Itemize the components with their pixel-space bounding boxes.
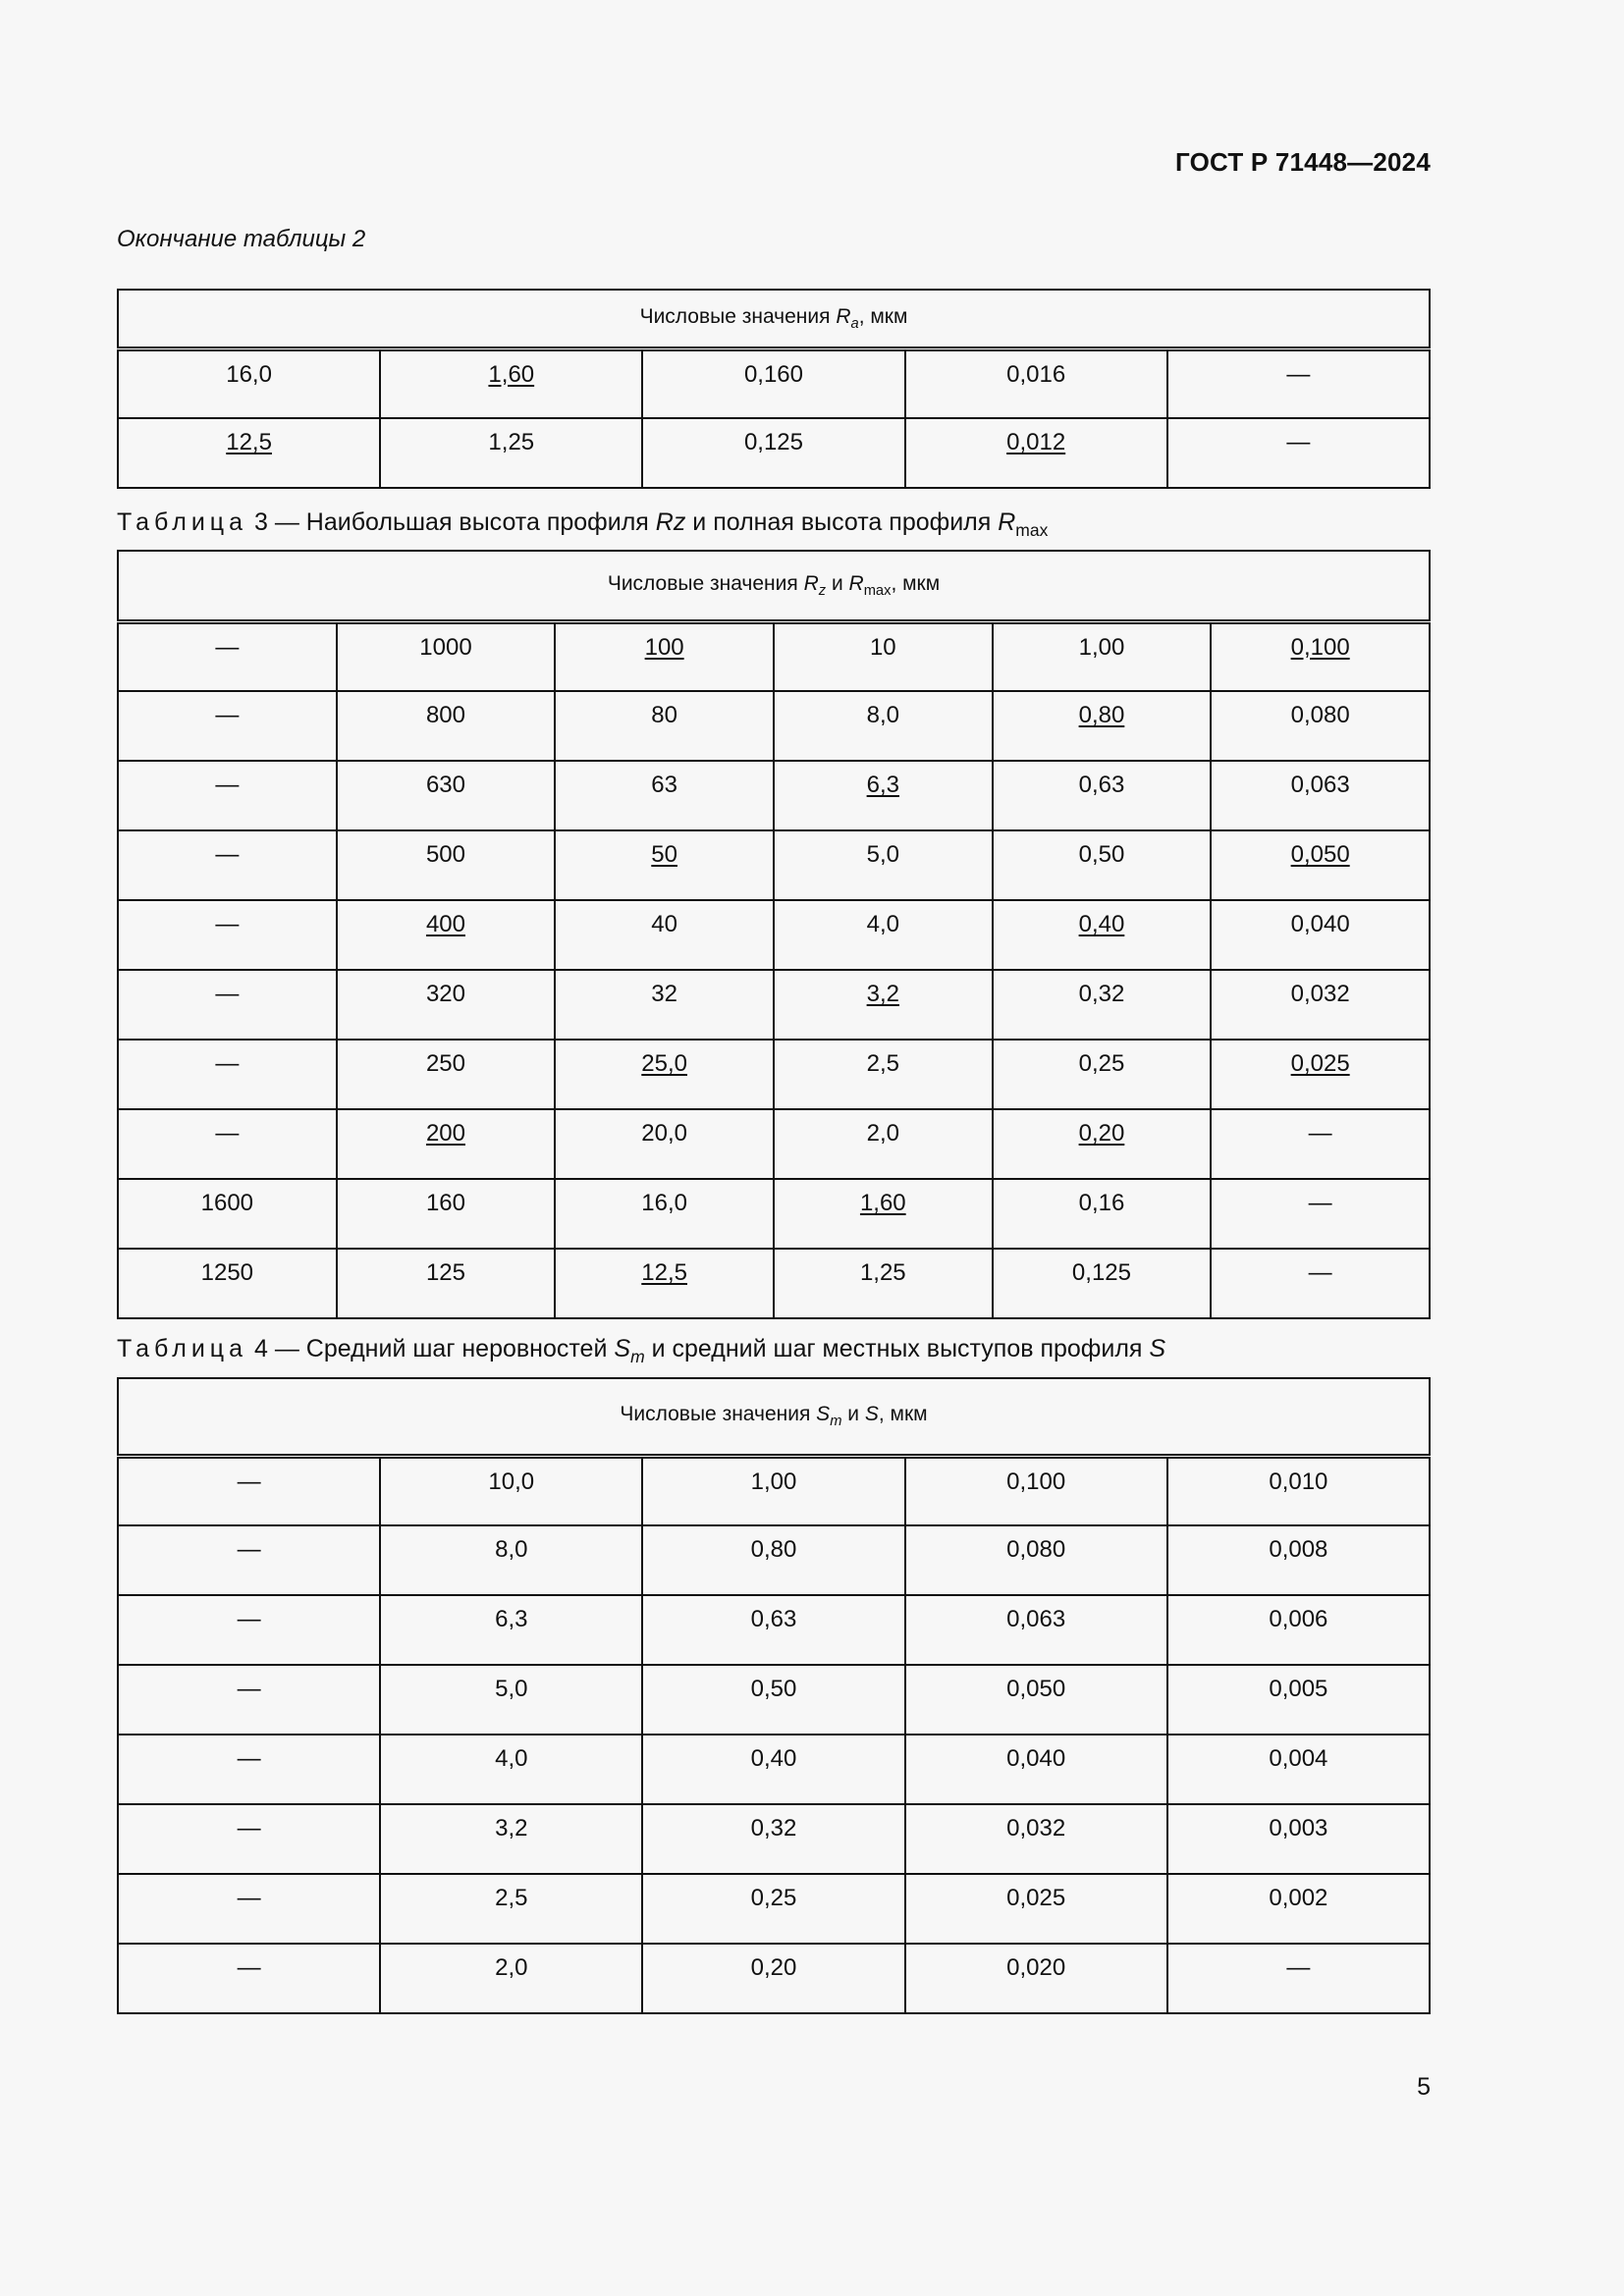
table-row <box>118 1456 1430 1525</box>
table-cell <box>555 1179 774 1249</box>
cell-value: 0,32 <box>750 1815 797 1842</box>
cell-value: 0,012 <box>1006 429 1066 455</box>
cell-value: 3,2 <box>495 1815 528 1842</box>
table-cell <box>380 348 642 418</box>
table-cell <box>555 761 774 830</box>
cell-value: 0,008 <box>1269 1536 1328 1563</box>
cell-value: 0,40 <box>750 1745 797 1772</box>
table-row <box>118 830 1430 900</box>
cell-value: 2,5 <box>866 1050 899 1077</box>
table-row <box>118 761 1430 830</box>
table-cell <box>380 1595 642 1665</box>
table-row <box>118 621 1430 691</box>
table-cell <box>993 970 1212 1040</box>
cell-value: 0,002 <box>1269 1885 1328 1911</box>
table-cell <box>337 691 556 761</box>
table-cell <box>993 691 1212 761</box>
cell-value: 1,60 <box>488 360 535 388</box>
cell-value: — <box>237 1676 261 1702</box>
table-cell <box>1211 830 1430 900</box>
table-cell <box>905 1735 1167 1804</box>
table-cell <box>642 418 904 488</box>
cell-value: 0,040 <box>1290 911 1350 937</box>
table-cell <box>555 1109 774 1179</box>
cell-value: 0,040 <box>1006 1745 1066 1772</box>
table-cell <box>118 1040 337 1109</box>
table-cell <box>905 1874 1167 1944</box>
table-cell <box>337 830 556 900</box>
table-cell <box>118 1874 380 1944</box>
table-cell <box>774 830 993 900</box>
cell-value: 200 <box>425 1120 465 1147</box>
table-cell <box>118 1595 380 1665</box>
cell-value: 0,032 <box>1006 1815 1066 1842</box>
table-cell <box>1211 691 1430 761</box>
table-cell <box>555 970 774 1040</box>
cell-value: — <box>1286 360 1311 388</box>
cell-value: — <box>215 633 240 661</box>
table-cell <box>1167 1735 1430 1804</box>
cell-value: 5,0 <box>866 841 899 868</box>
table-cell <box>118 1735 380 1804</box>
cell-value: 0,006 <box>1269 1606 1328 1632</box>
cell-value: 0,125 <box>743 429 803 455</box>
table-cell <box>118 1525 380 1595</box>
table-cell <box>118 1804 380 1874</box>
cell-value: 0,005 <box>1269 1676 1328 1702</box>
table-row <box>118 1525 1430 1595</box>
table-cell <box>993 830 1212 900</box>
cell-value: — <box>237 1468 261 1495</box>
table-cell <box>642 1595 904 1665</box>
cell-value: 1,25 <box>859 1259 906 1286</box>
table-cell <box>1167 1525 1430 1595</box>
cell-value: — <box>215 702 240 728</box>
table-cell <box>642 1944 904 2013</box>
table-cell <box>1167 1804 1430 1874</box>
table-cell <box>118 1456 380 1525</box>
cell-value: 10,0 <box>488 1468 535 1495</box>
table-cell <box>380 1804 642 1874</box>
table4 <box>117 1377 1431 2014</box>
table-cell <box>118 900 337 970</box>
cell-value: 0,63 <box>750 1606 797 1632</box>
cell-value: 0,003 <box>1269 1815 1328 1842</box>
table-cell <box>1167 1456 1430 1525</box>
cell-value: 1000 <box>419 633 472 661</box>
table-cell <box>642 348 904 418</box>
table-cell <box>1211 761 1430 830</box>
table-cell <box>118 1944 380 2013</box>
cell-value: 1,00 <box>1078 633 1125 661</box>
table-cell <box>993 761 1212 830</box>
cell-value: 25,0 <box>641 1050 687 1077</box>
cell-value: 0,50 <box>750 1676 797 1702</box>
table-cell <box>380 1456 642 1525</box>
table-cell <box>642 1665 904 1735</box>
cell-value: 0,020 <box>1006 1954 1066 1981</box>
cell-value: 0,160 <box>743 360 803 388</box>
table-row <box>118 1179 1430 1249</box>
cell-value: 0,100 <box>1290 633 1350 661</box>
table-cell <box>774 1179 993 1249</box>
cell-value: — <box>237 1536 261 1563</box>
cell-value: — <box>237 1815 261 1842</box>
table-cell <box>774 970 993 1040</box>
table-cell <box>774 621 993 691</box>
table-cell <box>905 1456 1167 1525</box>
table-row <box>118 900 1430 970</box>
table-cell <box>1167 1944 1430 2013</box>
cell-value: 0,080 <box>1290 702 1350 728</box>
cell-value: 40 <box>651 911 677 937</box>
table-cell <box>555 691 774 761</box>
cell-value: 0,16 <box>1078 1190 1125 1216</box>
cell-value: — <box>1286 429 1311 455</box>
table-row <box>118 1109 1430 1179</box>
cell-value: 0,125 <box>1071 1259 1131 1286</box>
cell-value: 12,5 <box>641 1259 687 1286</box>
table4-header: Числовые значения $S_m$ и S, мкм <box>118 1378 1430 1456</box>
table-cell <box>993 1249 1212 1318</box>
cell-value: 4,0 <box>495 1745 528 1772</box>
table-cell <box>118 761 337 830</box>
cell-value: 1600 <box>200 1190 254 1216</box>
cell-value: 0,100 <box>1006 1468 1066 1495</box>
cell-value: 800 <box>425 702 465 728</box>
cell-value: 0,025 <box>1006 1885 1066 1911</box>
table-cell <box>642 1735 904 1804</box>
cell-value: 0,20 <box>750 1954 797 1981</box>
table-cell <box>774 1040 993 1109</box>
cell-value: 32 <box>651 981 677 1007</box>
table-cell <box>118 1109 337 1179</box>
cell-value: 2,0 <box>866 1120 899 1147</box>
table-row <box>118 1874 1430 1944</box>
table-row <box>118 348 1430 418</box>
cell-value: 1250 <box>200 1259 254 1286</box>
table-cell <box>1167 1595 1430 1665</box>
table-cell <box>380 1665 642 1735</box>
cell-value: 1,25 <box>488 429 535 455</box>
cell-value: 12,5 <box>226 429 272 455</box>
table4-caption: Таблица 4 — Средний шаг неровностей $S_m$ и средний шаг местных выступов профиля S <box>117 1335 1166 1366</box>
cell-value: 0,80 <box>1078 702 1125 728</box>
table2-continuation-label: Окончание таблицы 2 <box>117 226 366 252</box>
cell-value: 20,0 <box>641 1120 687 1147</box>
cell-value: 0,063 <box>1290 772 1350 798</box>
table-cell <box>337 761 556 830</box>
cell-value: 0,010 <box>1269 1468 1328 1495</box>
table-cell <box>118 1179 337 1249</box>
table-cell <box>642 1804 904 1874</box>
cell-value: 0,25 <box>1078 1050 1125 1077</box>
table-cell <box>118 970 337 1040</box>
table3-caption: Таблица 3 — Наибольшая высота профиля Rz и полная высота профиля $R_{max}$ <box>117 508 1049 540</box>
table-cell <box>993 1040 1212 1109</box>
cell-value: 0,016 <box>1006 360 1066 388</box>
table-cell <box>905 348 1167 418</box>
cell-value: 0,025 <box>1290 1050 1350 1077</box>
table-cell <box>993 900 1212 970</box>
cell-value: 2,5 <box>495 1885 528 1911</box>
table-cell <box>118 1665 380 1735</box>
cell-value: 0,032 <box>1290 981 1350 1007</box>
table-cell <box>905 1525 1167 1595</box>
table-cell <box>642 1874 904 1944</box>
table-cell <box>1167 1665 1430 1735</box>
table2-end <box>117 289 1431 489</box>
table-cell <box>337 621 556 691</box>
cell-value: 4,0 <box>866 911 899 937</box>
table-cell <box>905 1804 1167 1874</box>
table-cell <box>774 900 993 970</box>
cell-value: 0,80 <box>750 1536 797 1563</box>
table-cell <box>774 691 993 761</box>
table-cell <box>380 418 642 488</box>
table-cell <box>1211 900 1430 970</box>
cell-value: — <box>215 1120 240 1147</box>
cell-value: — <box>1286 1954 1311 1981</box>
table-cell <box>993 1109 1212 1179</box>
cell-value: 0,063 <box>1006 1606 1066 1632</box>
table-cell <box>1211 1109 1430 1179</box>
table-cell <box>337 1109 556 1179</box>
table-cell <box>905 1665 1167 1735</box>
cell-value: — <box>1308 1259 1332 1286</box>
table-cell <box>118 621 337 691</box>
cell-value: 0,40 <box>1078 911 1125 937</box>
table-cell <box>337 1040 556 1109</box>
table-row <box>118 1735 1430 1804</box>
cell-value: 630 <box>425 772 465 798</box>
table-cell <box>380 1944 642 2013</box>
cell-value: 16,0 <box>226 360 272 388</box>
cell-value: — <box>237 1885 261 1911</box>
table3-header: Числовые значения $R_z$ и $R_{max}$, мкм <box>118 551 1430 621</box>
table-cell <box>337 900 556 970</box>
table-cell <box>1167 418 1430 488</box>
cell-value: 1,60 <box>859 1190 906 1216</box>
cell-value: — <box>215 1050 240 1077</box>
cell-value: 400 <box>425 911 465 937</box>
cell-value: 63 <box>651 772 677 798</box>
cell-value: 16,0 <box>641 1190 687 1216</box>
cell-value: 100 <box>644 633 684 661</box>
cell-value: 0,050 <box>1290 841 1350 868</box>
table-cell <box>380 1525 642 1595</box>
table-cell <box>337 1249 556 1318</box>
table-row <box>118 1944 1430 2013</box>
table-cell <box>337 970 556 1040</box>
cell-value: 0,25 <box>750 1885 797 1911</box>
table-row <box>118 1040 1430 1109</box>
cell-value: 8,0 <box>866 702 899 728</box>
table-cell <box>774 1249 993 1318</box>
table-cell <box>118 1249 337 1318</box>
cell-value: 0,080 <box>1006 1536 1066 1563</box>
table-cell <box>118 418 380 488</box>
table-row <box>118 1249 1430 1318</box>
table-cell <box>1211 1249 1430 1318</box>
table-cell <box>993 1179 1212 1249</box>
table-row <box>118 691 1430 761</box>
table-cell <box>555 1040 774 1109</box>
cell-value: 0,050 <box>1006 1676 1066 1702</box>
cell-value: — <box>237 1745 261 1772</box>
table-cell <box>118 348 380 418</box>
table-row <box>118 1595 1430 1665</box>
table-cell <box>1211 1179 1430 1249</box>
table2-header: Числовые значения $R_a$, мкм <box>118 290 1430 348</box>
cell-value: 6,3 <box>495 1606 528 1632</box>
table-row <box>118 1804 1430 1874</box>
table-cell <box>774 1109 993 1179</box>
cell-value: 125 <box>425 1259 465 1286</box>
cell-value: 0,50 <box>1078 841 1125 868</box>
table-cell <box>1211 621 1430 691</box>
table-cell <box>555 1249 774 1318</box>
cell-value: 8,0 <box>495 1536 528 1563</box>
table-cell <box>642 1525 904 1595</box>
table-cell <box>118 691 337 761</box>
table-cell <box>380 1735 642 1804</box>
table-cell <box>555 830 774 900</box>
cell-value: — <box>237 1606 261 1632</box>
cell-value: 320 <box>425 981 465 1007</box>
table-cell <box>1167 1874 1430 1944</box>
table-cell <box>905 1595 1167 1665</box>
cell-value: 250 <box>425 1050 465 1077</box>
page-number: 5 <box>1417 2073 1431 2101</box>
table-row <box>118 970 1430 1040</box>
cell-value: — <box>237 1954 261 1981</box>
table-cell <box>1211 1040 1430 1109</box>
table-cell <box>555 900 774 970</box>
cell-value: — <box>1308 1120 1332 1147</box>
cell-value: 80 <box>651 702 677 728</box>
cell-value: 0,20 <box>1078 1120 1125 1147</box>
cell-value: — <box>215 772 240 798</box>
cell-value: 6,3 <box>866 772 899 798</box>
cell-value: — <box>215 911 240 937</box>
table-row <box>118 1665 1430 1735</box>
table-cell <box>555 621 774 691</box>
table-cell <box>642 1456 904 1525</box>
table-row <box>118 418 1430 488</box>
table-cell <box>380 1874 642 1944</box>
cell-value: 500 <box>425 841 465 868</box>
cell-value: 3,2 <box>866 981 899 1007</box>
cell-value: — <box>215 981 240 1007</box>
table-cell <box>774 761 993 830</box>
cell-value: 0,63 <box>1078 772 1125 798</box>
table-cell <box>1211 970 1430 1040</box>
cell-value: 160 <box>425 1190 465 1216</box>
cell-value: 50 <box>651 841 677 868</box>
table3 <box>117 550 1431 1319</box>
table-cell <box>905 1944 1167 2013</box>
cell-value: 1,00 <box>750 1468 797 1495</box>
cell-value: — <box>215 841 240 868</box>
cell-value: — <box>1308 1190 1332 1216</box>
cell-value: 5,0 <box>495 1676 528 1702</box>
cell-value: 10 <box>869 633 896 661</box>
cell-value: 2,0 <box>495 1954 528 1981</box>
table-cell <box>118 830 337 900</box>
table-cell <box>905 418 1167 488</box>
cell-value: 0,004 <box>1269 1745 1328 1772</box>
table-cell <box>337 1179 556 1249</box>
table-cell <box>993 621 1212 691</box>
table-cell <box>1167 348 1430 418</box>
document-code: ГОСТ Р 71448—2024 <box>1175 147 1431 177</box>
cell-value: 0,32 <box>1078 981 1125 1007</box>
